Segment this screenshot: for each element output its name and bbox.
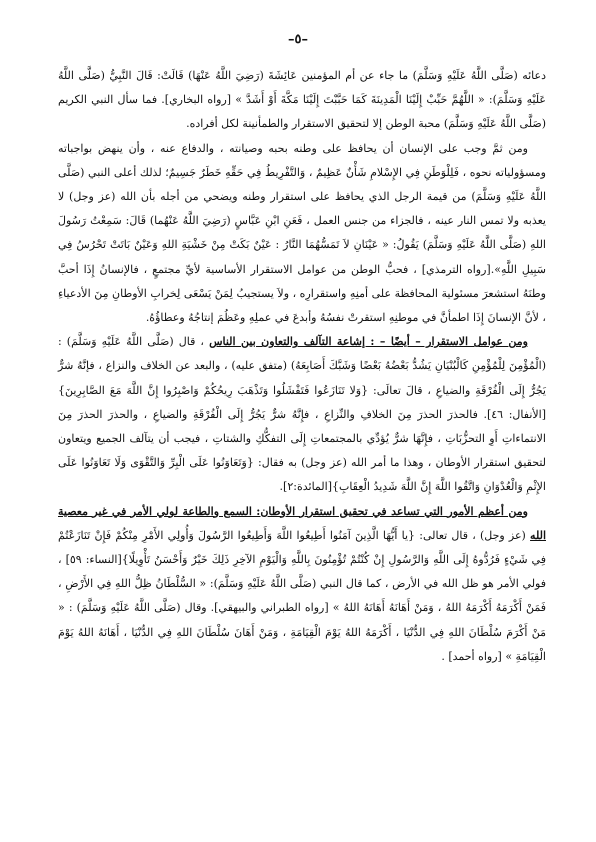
paragraph-text: دعائه (صَلَّى اللَّهُ عَلَيْهِ وَسَلَّمَ) ما جاء عن أم المؤمنين عَائِشَةَ (رَضِيَ اللَّهُ عَنْهَا) قَالَتْ: قَالَ النَّبِيُّ (صَلَّى اللَّهُ عَلَيْهِ وَسَلَّمَ): « اللَّهُمَّ حَبِّبْ إِلَيْنَا الْمَدِينَةَ كَمَا حَبَّبْتَ إِلَيْنَا مَكَّةَ أَوْ أَشَدَّ » [رواه البخاري]. فما سأل النبي الكريم (صَلَّى اللَّهُ عَلَيْهِ وَسَلَّمَ) محبة الوطن إلا لتحقيق الاستقرار والطمأنينة لكل أفراده. bbox=[58, 69, 546, 131]
paragraph bbox=[58, 330, 546, 499]
paragraph bbox=[58, 500, 546, 669]
paragraph bbox=[58, 64, 546, 137]
paragraph-text: ، قال (صَلَّى اللَّهُ عَلَيْهِ وَسَلَّمَ) : (الْمُؤْمِنَ لِلْمُؤْمِنِ كَالْبُنْيَانِ يَشُدُّ بَعْضُهُ بَعْضًا وَشَبَّكَ أَصَابِعَهُ) (متفق عليه) ، والبعد عن الخلاف والنزاع ، فإنَّهُ شرٌّ يَجُرُّ إِلَى الْفُرْقَةِ والضياعِ ، قالَ تعالَى: {وَلا تَنَازَعُوا فَتَفْشَلُوا وَتَذْهَبَ رِيحُكُمْ وَاصْبِرُوا إِنَّ اللَّهَ مَعَ الصَّابِرِينَ}[الأنفال: ٤٦]. فالحذرَ الحذرَ مِنَ الخلافِ والنِّزاعِ ، فإِنَّهُ شرٌّ يَجُرُّ إِلَى الْفُرْقَةِ والضياعِ ، والحذرَ الحذرَ مِنَ الانتماءاتِ أَوِ التحزُّبَاتِ ، فإِنَّهَا شرٌّ يُؤدِّي بالمجتمعاتِ إِلَى التفكُّكِ والشتاتِ ، فيجب أن يتآلف الجميع ويتعاون لتحقيق استقرار الأوطان ، وهذا ما أمر الله (عز وجل) به فقال: {وَتَعَاوَنُوا عَلَى الْبِرِّ وَالتَّقْوَى وَلَا تَعَاوَنُوا عَلَى الإِثْمِ وَالْعُدْوَانِ وَاتَّقُوا اللَّهَ إِنَّ اللَّهَ شَدِيدُ الْعِقَابِ}[المائدة:٢]. bbox=[58, 335, 547, 494]
page-body bbox=[58, 64, 546, 669]
section-heading: ومن أعظم الأمور التي تساعد في تحقيق استقرار الأوطان: السمع والطاعة لولي الأمر في غير معصية الله bbox=[58, 504, 546, 542]
paragraph bbox=[58, 137, 546, 331]
page-number: –٥– bbox=[288, 32, 308, 47]
paragraph-text: (عز وجل) ، قال تعالى: {يا أَيُّهَا الَّذِينَ آمَنُوا أَطِيعُوا اللَّهَ وَأَطِيعُوا الرَّسُولَ وَأُولِي الأَمْرِ مِنْكُمْ فَإِنْ تَنَازَعْتُمْ فِي شَيْءٍ فَرُدُّوهُ إِلَى اللَّهِ وَالرَّسُولِ إِنْ كُنْتُمْ تُؤْمِنُونَ بِاللَّهِ وَالْيَوْمِ الآخِرِ ذَلِكَ خَيْرٌ وَأَحْسَنُ تَأْوِيلًا}[النساء: ٥٩] ، فولي الأمر هو ظل الله في الأرض ، كما قال النبي (صَلَّى اللَّهُ عَلَيْهِ وَسَلَّمَ): « السُّلْطَانُ ظِلُّ اللهِ فِي الأَرْضِ ، فَمَنْ أَكْرَمَهُ أَكْرَمَهُ اللهُ ، وَمَنْ أَهَانَهُ أَهَانَهُ اللهُ » [رواه الطبراني والبيهقي]. وقال (صَلَّى اللَّهُ عَلَيْهِ وَسَلَّمَ) : « مَنْ أَكْرَمَ سُلْطَانَ اللهِ فِي الدُّنْيَا ، أَكْرَمَهُ اللهُ يَوْمَ الْقِيَامَةِ ، وَمَنْ أَهَانَ سُلْطَانَ اللهِ فِي الدُّنْيَا ، أَهَانَهُ اللهُ يَوْمَ الْقِيَامَةِ » [رواه أحمد] . bbox=[58, 528, 546, 663]
section-heading: ومن عوامل الاستقرار – أيضًا – : إشاعة التآلف والتعاون بين الناس bbox=[209, 335, 528, 349]
paragraph-text: ومن ثمَّ وجب على الإنسان أن يحافظ على وطنه بحبه وصيانته ، والدفاع عنه ، وأن ينهض بواجباته ومسؤولياته نحوه ، فَلِلْوَطَنِ فِي الإِسْلامِ شَأْنٌ عَظِيمٌ ، وَالتَّفْرِيطُ فِي حَقِّهِ خَطَرٌ جَسِيمٌ؛ لذلك أعلى النبي (صَلَّى اللَّهُ عَلَيْهِ وَسَلَّمَ) من قيمة الرجل الذي يحافظ على استقرار وطنه ويضحي من أجله بأن الله (عز وجل) لا يعذبه ولا تمس النار عينه ، فالجزاء من جنس العمل ، فَعَنِ ابْنِ عَبَّاسٍ (رَضِيَ اللَّهُ عَنْهُما) قَالَ: سَمِعْتُ رَسُولَ اللهِ (صَلَّى اللَّهُ عَلَيْهِ وَسَلَّمَ) يَقُولُ: « عَيْنَانِ لاَ تَمَسُّهُمَا النَّارُ : عَيْنٌ بَكَتْ مِنْ خَشْيَةِ اللهِ وَعَيْنٌ بَاتَتْ تَحْرُسُ فِي سَبِيلِ اللَّهِ».[رواه الترمذي] ، فحبُّ الوطن من عوامل الاستقرار الأساسية لأيِّ مجتمعٍ ، فالإنسانُ إِذَا أحبَّ وطنَهُ استشعرَ مسئولية المحافظة على أمنِهِ واستقرارِه ، ولاَ يستجيبُ لِمَنْ يَسْعَى لِخرابِ الأوطانِ مِنَ الأدعياءِ ، لأنَّ الإنسانَ إِذَا اطمأنَّ في موطنِهِ استقرتْ نفسُهُ وأبدعَ في عملِهِ وعَظُمَ إنتاجُهُ وعطاؤُهُ. bbox=[58, 141, 546, 325]
